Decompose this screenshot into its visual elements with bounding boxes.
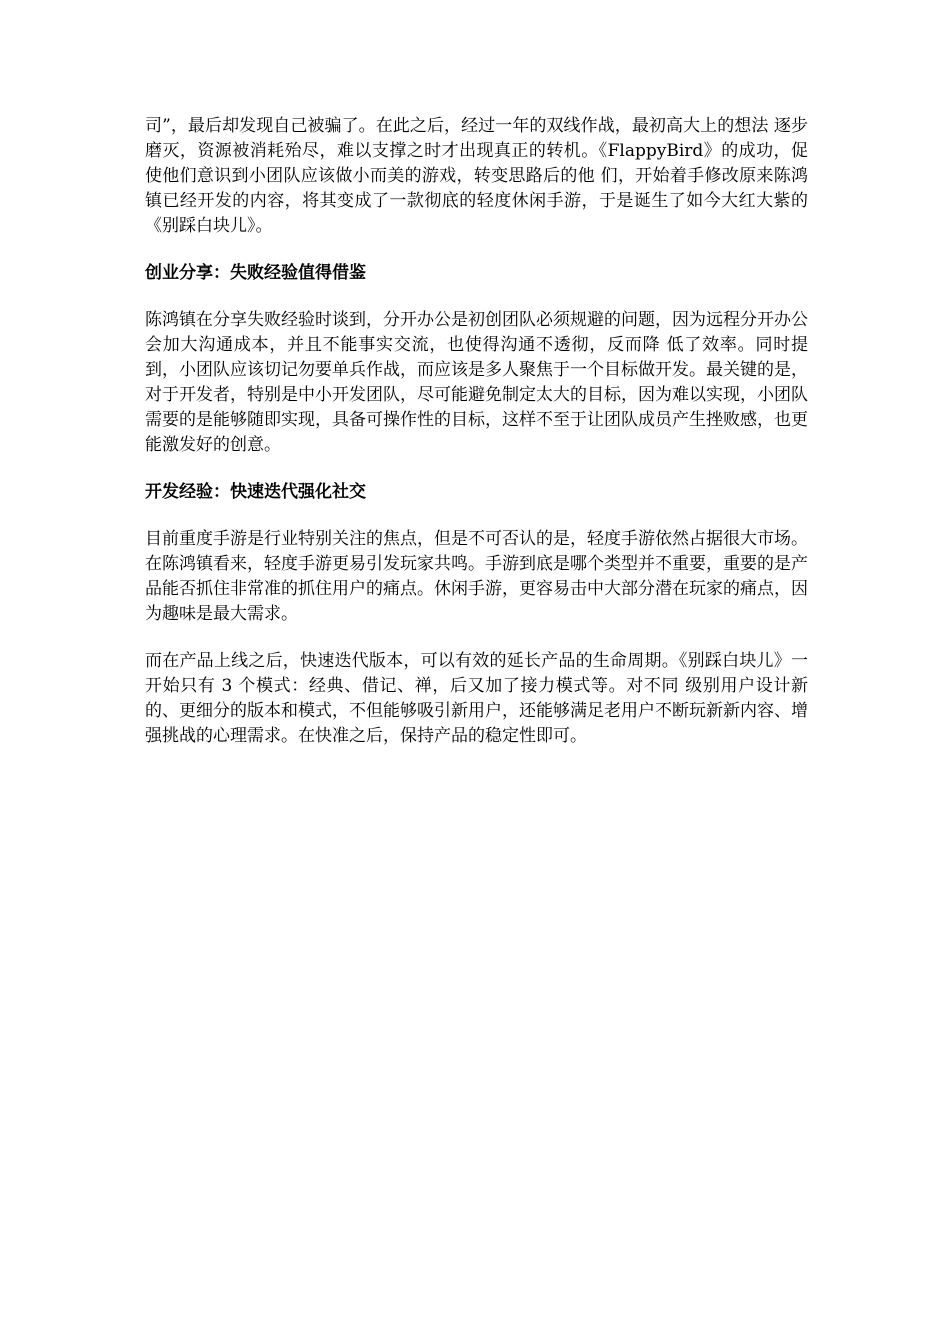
- paragraph-intro-continuation: 司”，最后却发现自己被骗了。在此之后，经过一年的双线作战，最初高大上的想法 逐步磨灭，资源被消耗殆尽，难以支撑之时才出现真正的转机。《FlappyBird》的成功，促使他们意识到小团队应该做小而美的游戏，转变思路后的他 们，开始着手修改原来陈鸿镇已经开发的内容，将其变成了一款彻底的轻度休闲手游，于是诞生了如今大红大紫的《别踩白块儿》。: [145, 116, 808, 236]
- section-heading-dev-experience: 开发经验：快速迭代强化社交: [145, 482, 366, 502]
- section-heading-startup-sharing: 创业分享：失败经验值得借鉴: [145, 263, 366, 283]
- document-page: [145, 114, 808, 771]
- paragraph-failure-lessons: 陈鸿镇在分享失败经验时谈到，分开办公是初创团队必须规避的问题，因为远程分开办公会加大沟通成本，并且不能事实交流，也使得沟通不透彻，反而降 低了效率。同时提到，小团队应该切记勿要单兵作战，而应该是多人聚焦于一个目标做开发。最关键的是，对于开发者，特别是中小开发团队，尽可能避免制定太大的目标，因为难以实现，小团队需要的是能够随即实现，具备可操作性的目标，这样不至于让团队成员产生挫败感，也更能激发好的创意。: [145, 310, 808, 455]
- paragraph-fast-iteration: 而在产品上线之后，快速迭代版本，可以有效的延长产品的生命周期。《别踩白块儿》一开始只有 3 个模式：经典、借记、禅，后又加了接力模式等。对不同 级别用户设计新的、更细分的版本和模式，不但能够吸引新用户，还能够满足老用户不断玩新新内容、增强挑战的心理需求。在快准之后，保持产品的稳定性即可。: [145, 651, 808, 746]
- paragraph-casual-games: 目前重度手游是行业特别关注的焦点，但是不可否认的是，轻度手游依然占据很大市场。在陈鸿镇看来，轻度手游更易引发玩家共鸣。手游到底是哪个类型并不重要，重要的是产品能否抓住非常准的抓住用户的痛点。休闲手游，更容易击中大部分潜在玩家的痛点，因为趣味是最大需求。: [145, 529, 808, 624]
